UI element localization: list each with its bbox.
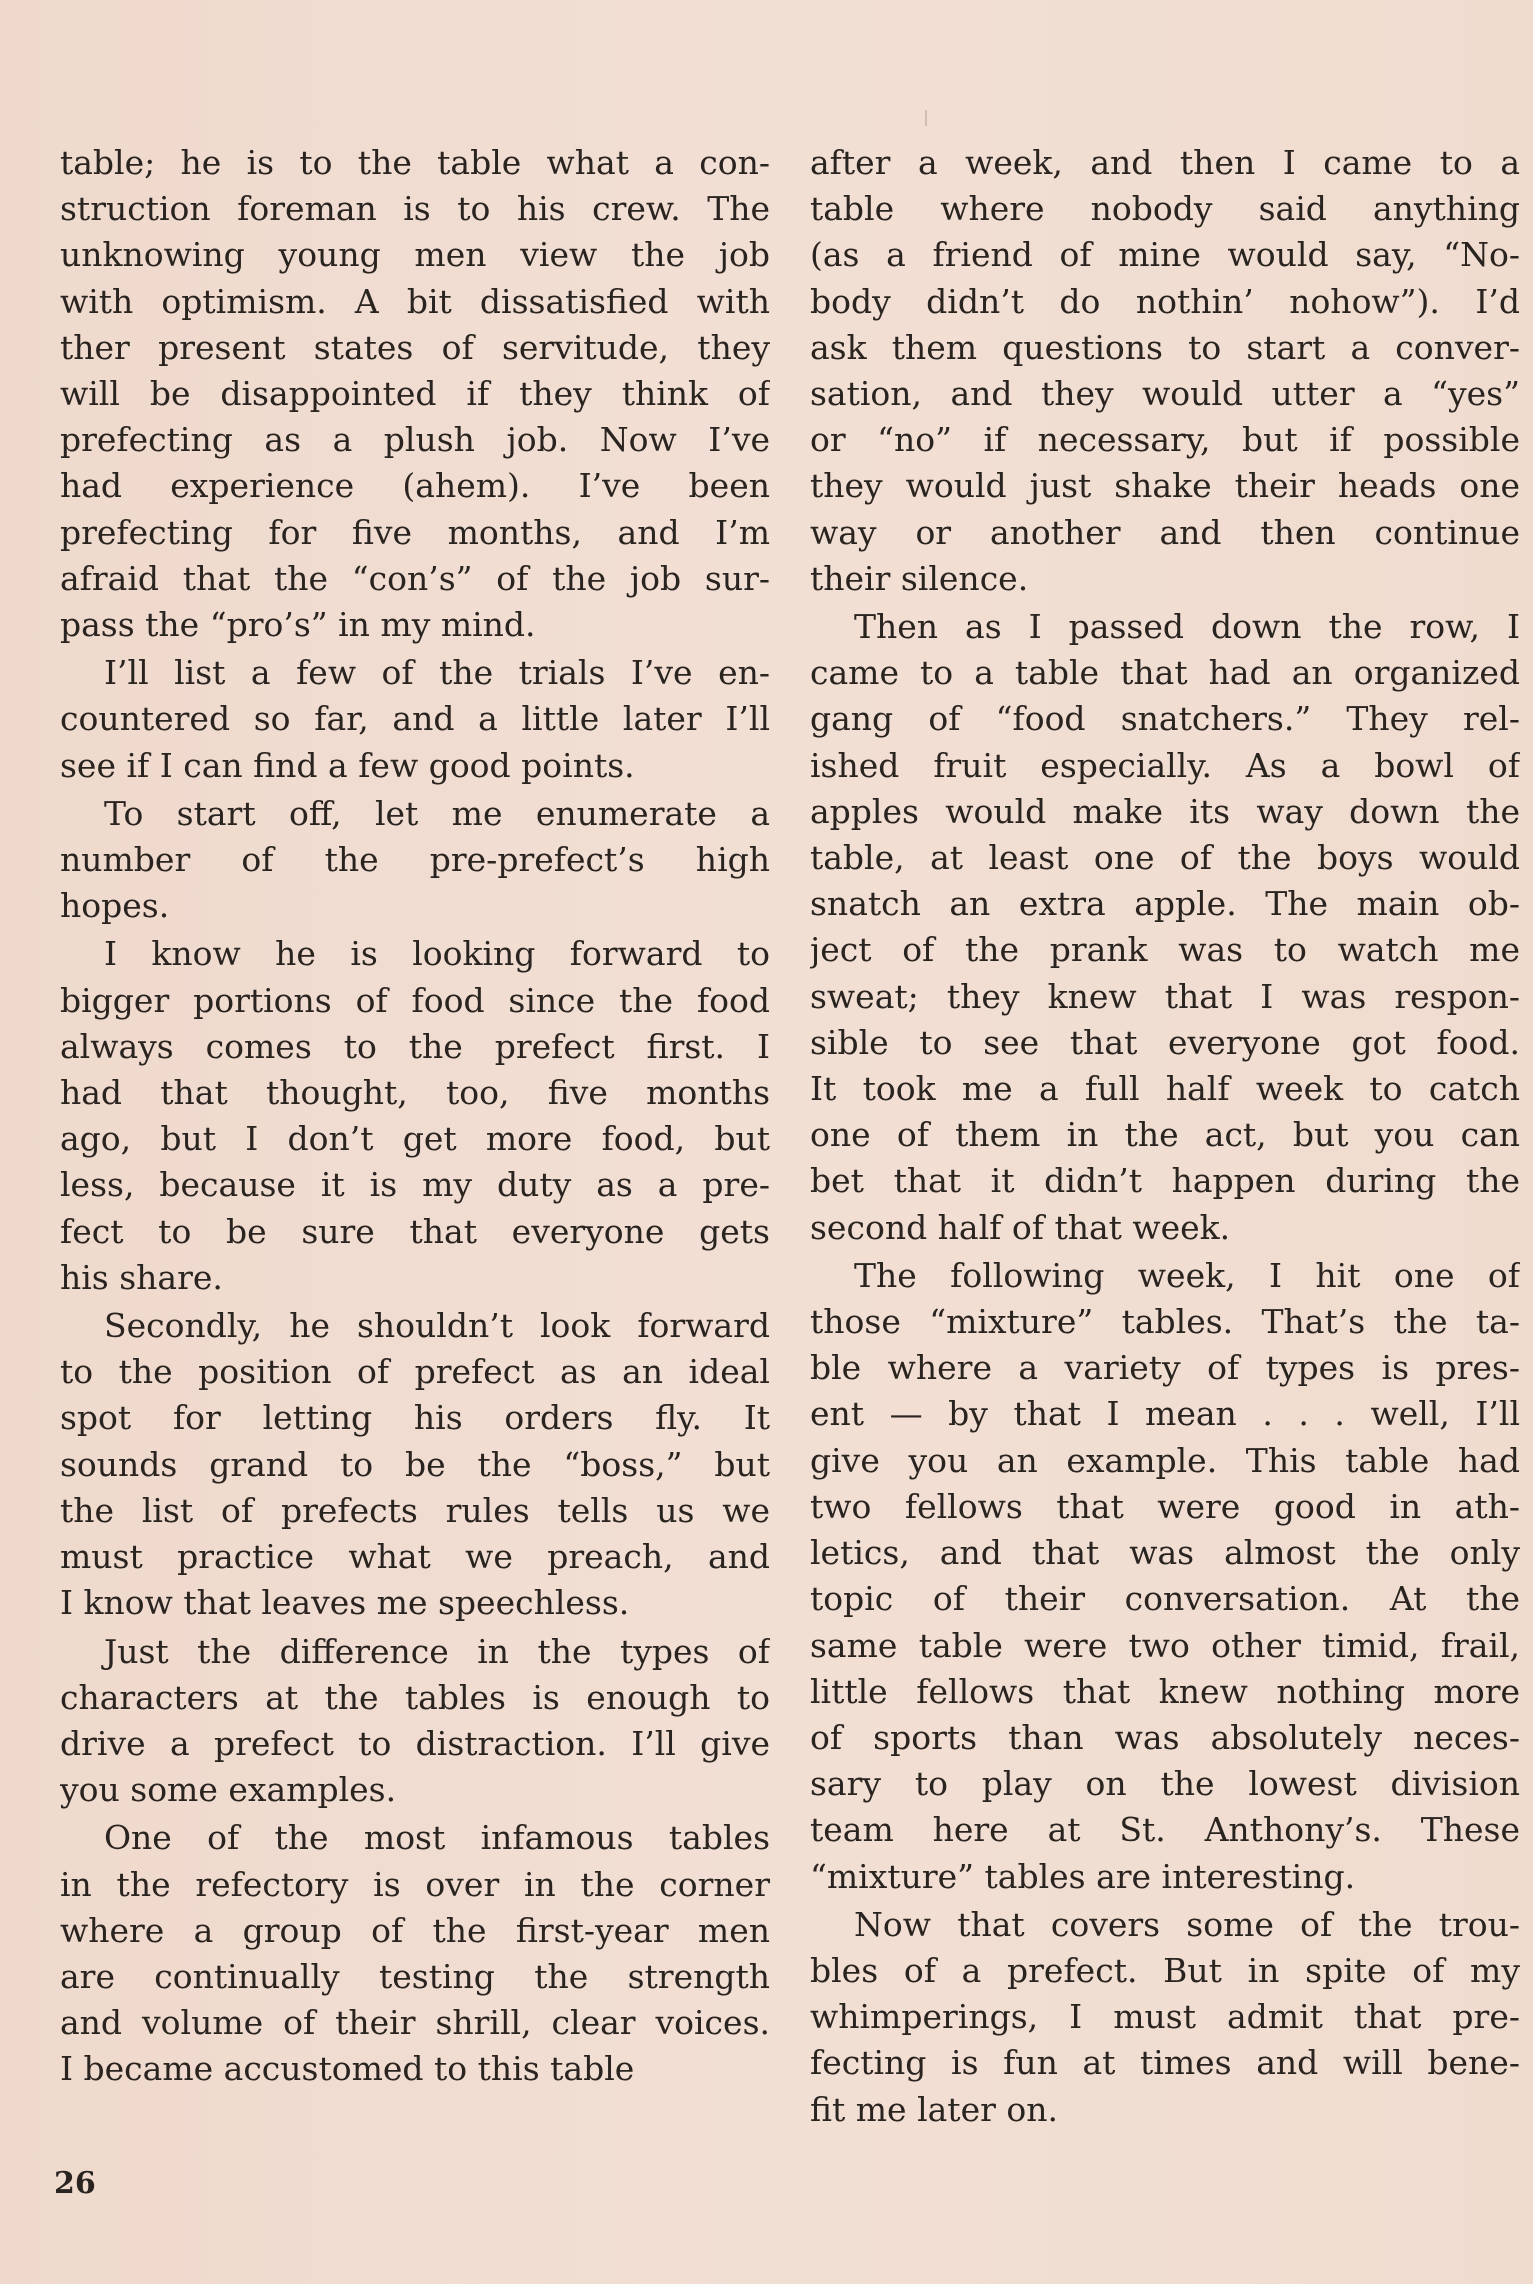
text-line: team here at St. Anthony’s. These [810,1810,1520,1850]
left-column [60,140,770,2093]
text-line: where a group of the first-year men [60,1910,770,1950]
text-line: pass the “pro’s” in my mind. [60,605,536,645]
text-line: bigger portions of food since the food [60,980,770,1020]
text-line: drive a prefect to distraction. I’ll give [60,1723,770,1763]
text-line: countered so far, and a little later I’ll [60,699,770,739]
text-line: came to a table that had an organized [810,653,1520,693]
text-line: one of them in the act, but you can [810,1115,1520,1155]
text-line: sible to see that everyone got food. [810,1022,1520,1062]
text-line: always comes to the prefect first. I [60,1026,770,1066]
text-line: had experience (ahem). I’ve been [60,466,770,506]
text-line: bles of a prefect. But in spite of my [810,1950,1520,1990]
text-line: ished fruit especially. As a bowl of [810,745,1520,785]
text-line: table, at least one of the boys would [810,838,1520,878]
text-line: less, because it is my duty as a pre- [60,1165,770,1205]
text-line: two fellows that were good in ath- [810,1486,1520,1526]
text-line: ble where a variety of types is pres- [810,1348,1520,1388]
paragraph [60,140,770,648]
text-line: their silence. [810,558,1029,598]
text-line: ther present states of servitude, they [60,327,770,367]
text-line: will be disappointed if they think of [60,374,770,414]
paragraph [60,1303,770,1626]
text-line: It took me a full half week to catch [810,1069,1520,1109]
paragraph [810,1902,1520,2133]
text-line: bet that it didn’t happen during the [810,1161,1520,1201]
text-line: fit me later on. [810,2089,1058,2129]
text-line: after a week, and then I came to a [810,143,1520,182]
text-line: “mixture” tables are interesting. [810,1856,1356,1896]
text-line: gang of “food snatchers.” They rel- [810,699,1520,739]
text-line: I know he is looking forward to [104,934,770,974]
text-line: give you an example. This table had [810,1440,1520,1480]
text-line: ask them questions to start a conver- [810,327,1520,367]
text-line: had that thought, too, five months [60,1073,770,1113]
text-line: I’ll list a few of the trials I’ve en- [104,653,770,693]
text-line: little fellows that knew nothing more [810,1671,1520,1711]
text-line: prefecting for five months, and I’m [60,512,770,552]
text-line: way or another and then continue [810,512,1520,552]
text-line: To start off, let me enumerate a [104,793,770,833]
text-line: snatch an extra apple. The main ob- [810,884,1520,924]
text-line: prefecting as a plush job. Now I’ve [60,420,770,460]
text-line: One of the most infamous tables [104,1818,770,1858]
text-line: whimperings, I must admit that pre- [810,1997,1520,2037]
text-line: with optimism. A bit dissatisfied with [60,281,770,321]
paragraph [810,140,1520,602]
text-line: table; he is to the table what a con- [60,143,770,182]
text-line: same table were two other timid, frail, [810,1625,1520,1665]
text-line: unknowing young men view the job [60,235,770,275]
text-line: letics, and that was almost the only [810,1533,1520,1573]
text-line: are continually testing the strength [60,1956,770,1996]
text-line: afraid that the “con’s” of the job sur- [60,558,770,598]
text-line: of sports than was absolutely neces- [810,1717,1520,1757]
text-line: topic of their conversation. At the [810,1579,1520,1619]
text-line: second half of that week. [810,1207,1231,1247]
text-line: see if I can find a few good points. [60,745,635,785]
text-line: or “no” if necessary, but if possible [810,420,1520,460]
text-line: Just the difference in the types of [104,1631,770,1671]
text-line: ject of the prank was to watch me [810,930,1520,970]
text-line: and volume of their shrill, clear voices. [60,2003,770,2043]
text-line: in the refectory is over in the corner [60,1864,770,1904]
text-line: ent — by that I mean . . . well, I’ll [810,1394,1520,1434]
text-line: sary to play on the lowest division [810,1764,1520,1804]
paragraph [60,791,770,930]
text-line: to the position of prefect as an ideal [60,1352,770,1392]
text-line: his share. [60,1257,223,1297]
paragraph [810,1253,1520,1900]
paragraph [60,1629,770,1814]
text-line: table where nobody said anything [810,189,1520,229]
paragraph [60,1815,770,2092]
text-line: I know that leaves me speechless. [60,1583,630,1623]
text-line: they would just shake their heads one [810,466,1520,506]
text-line: I became accustomed to this table [60,2049,635,2089]
paragraph [810,604,1520,1251]
text-line: sounds grand to be the “boss,” but [60,1444,770,1484]
text-line: fect to be sure that everyone gets [60,1211,770,1251]
text-line: sation, and they would utter a “yes” [810,374,1520,414]
text-line: body didn’t do nothin’ nohow”). I’d [810,281,1520,321]
text-line: number of the pre-prefect’s high [60,840,770,880]
text-line: the list of prefects rules tells us we [60,1490,770,1530]
text-line: fecting is fun at times and will bene- [810,2043,1520,2083]
text-line: you some examples. [60,1770,397,1810]
text-line: Secondly, he shouldn’t look forward [104,1306,770,1346]
text-line: ago, but I don’t get more food, but [60,1119,770,1159]
page-number: 26 [54,2166,96,2201]
paper-speck [925,110,927,126]
text-line: Now that covers some of the trou- [854,1904,1520,1944]
text-line: spot for letting his orders fly. It [60,1398,770,1438]
text-line: (as a friend of mine would say, “No- [810,235,1520,275]
text-line: sweat; they knew that I was respon- [810,976,1520,1016]
text-line: The following week, I hit one of [854,1255,1520,1295]
paragraph [60,931,770,1301]
text-line: struction foreman is to his crew. The [60,189,770,229]
paragraph [60,650,770,789]
text-line: Then as I passed down the row, I [854,607,1520,647]
text-line: characters at the tables is enough to [60,1677,770,1717]
text-line: apples would make its way down the [810,791,1520,831]
text-line: those “mixture” tables. That’s the ta- [810,1302,1520,1342]
right-column [810,140,1520,2133]
text-line: hopes. [60,886,170,926]
text-line: must practice what we preach, and [60,1537,770,1577]
